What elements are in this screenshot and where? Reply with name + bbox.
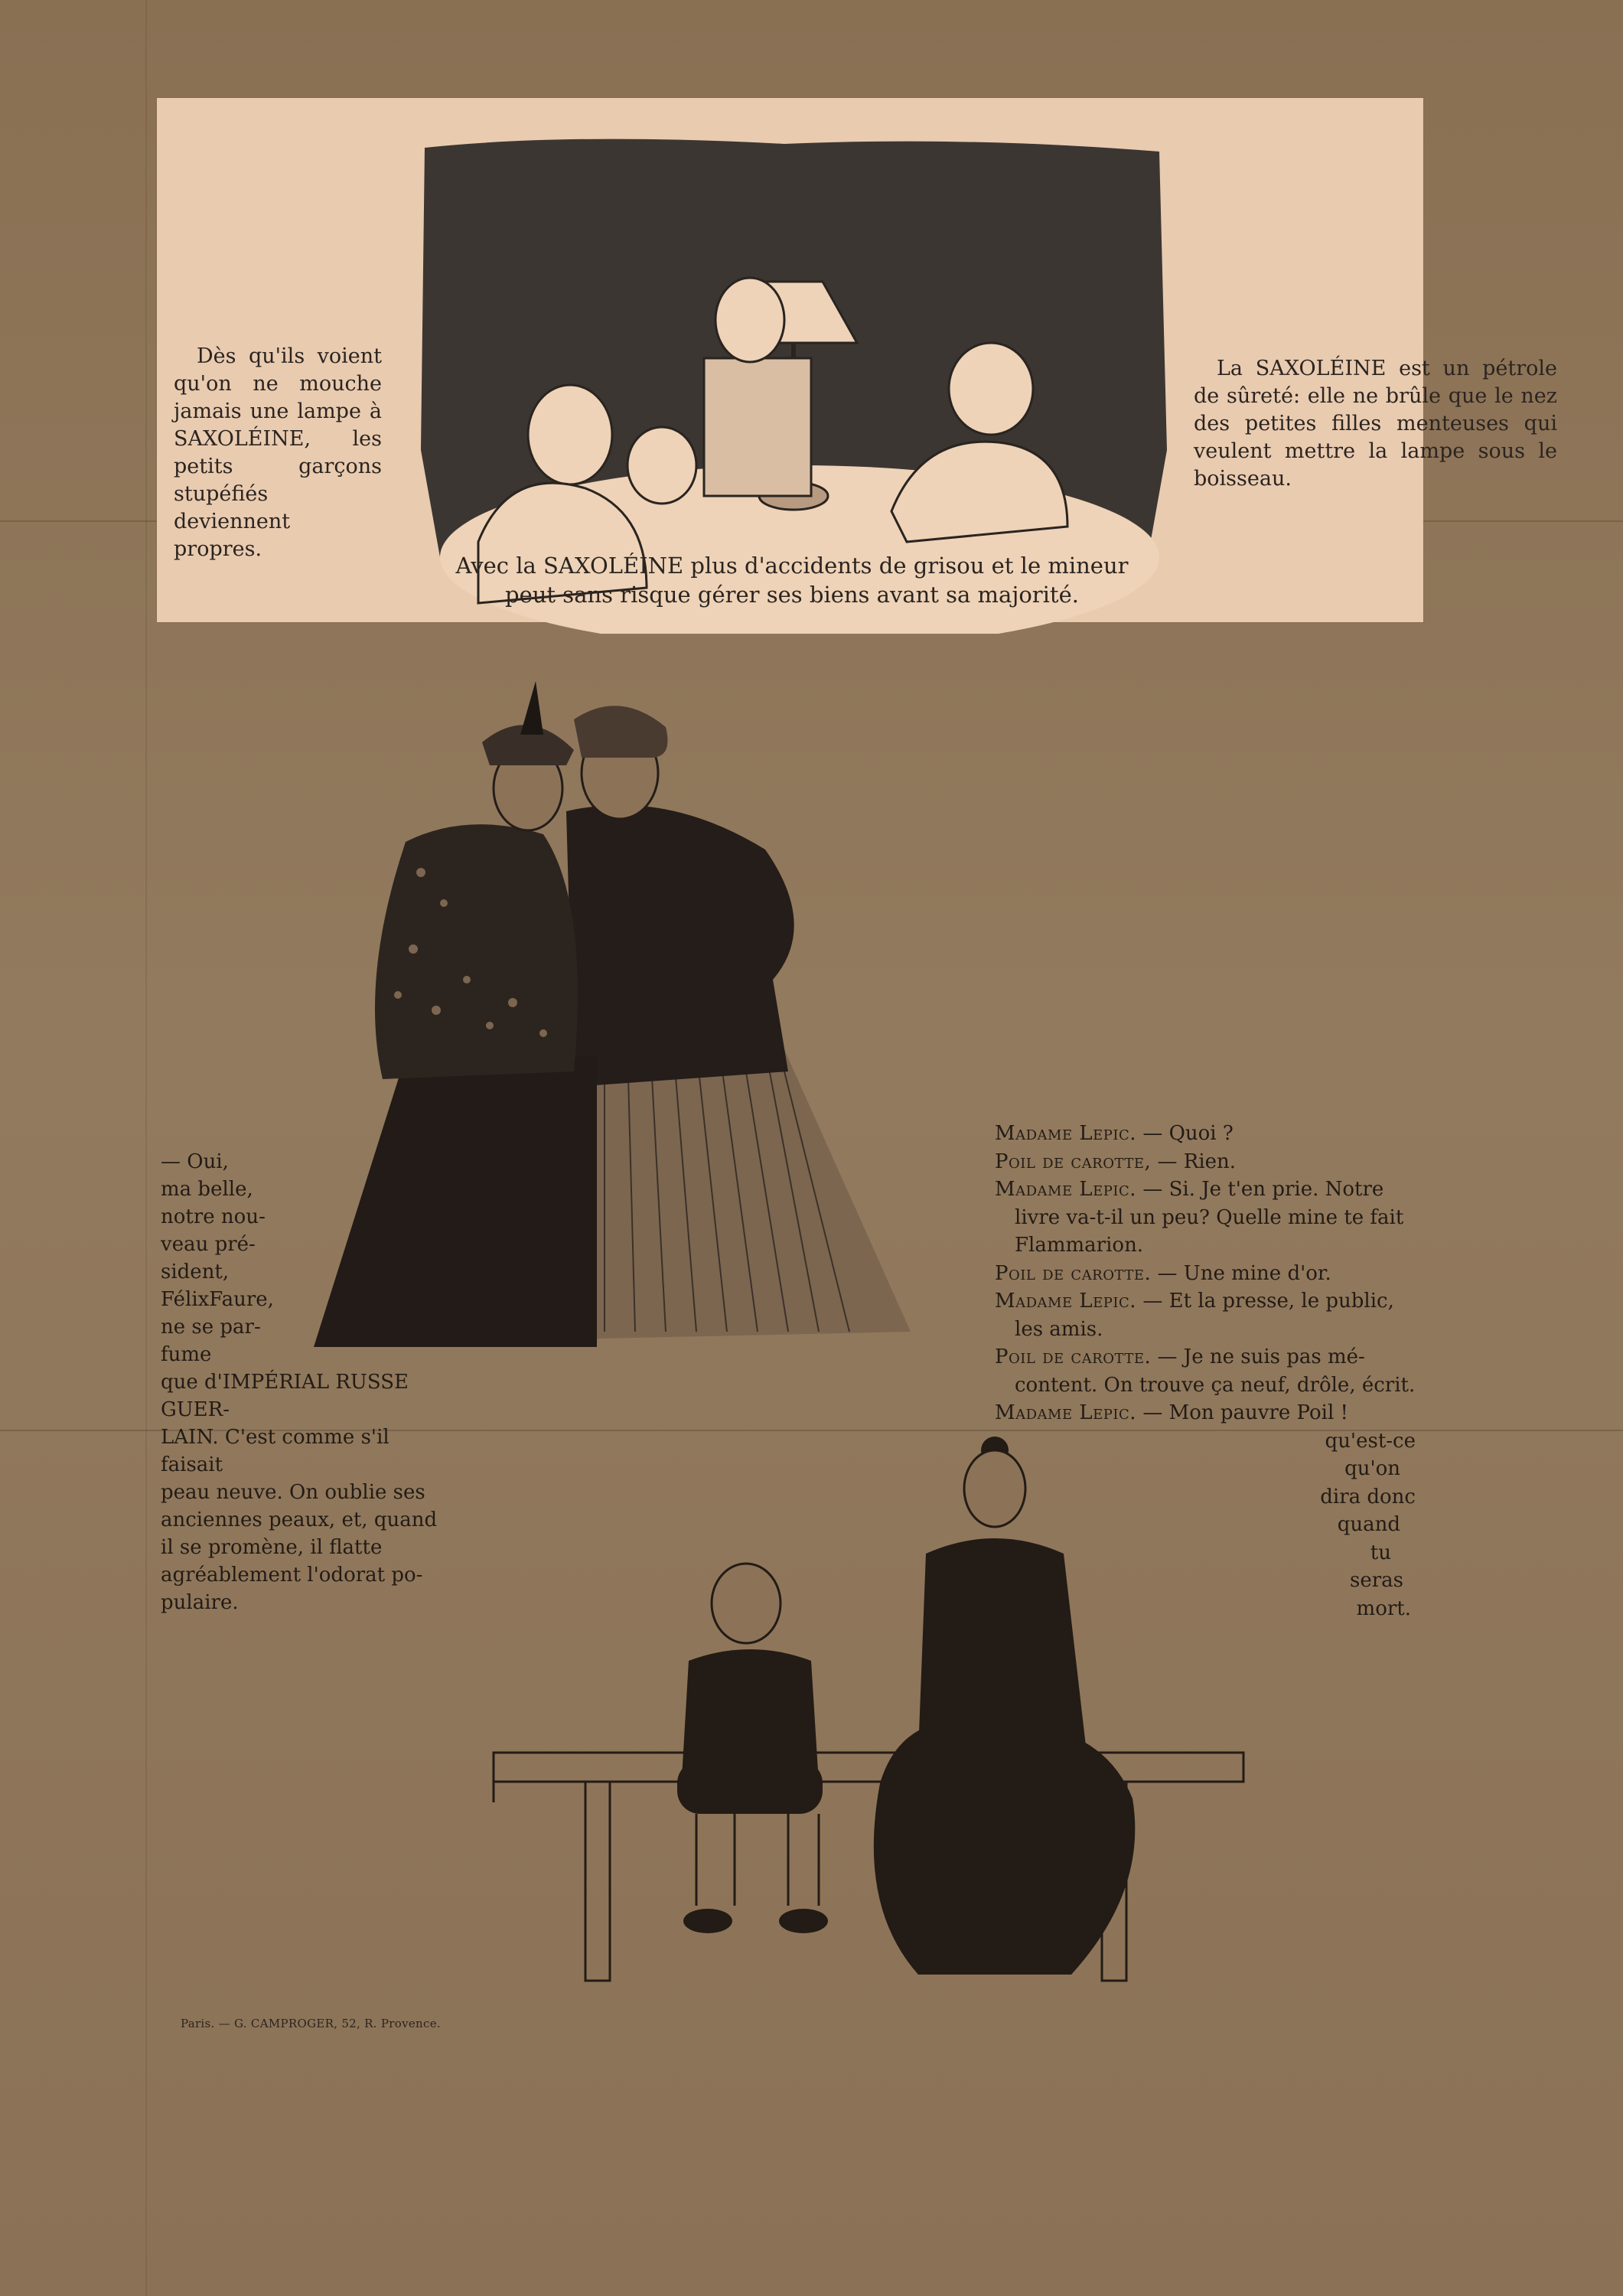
saxoleine-advertisement [157,98,1557,622]
dialogue-text: — Si. Je t'en prie. Notre [1142,1178,1384,1201]
ad-right-text: La SAXOLÉINE est un pétrole de sûreté: elle ne brûle que le nez des petites filles menteuses qui veulent mettre la lampe sous le boisseau. [1194,357,1557,491]
quote-line: ma belle, [161,1178,253,1201]
printer-imprint: Paris. — G. CAMPROGER, 52, R. Provence. [181,2017,441,2030]
speaker-name: Madame Lepic. [995,1290,1137,1313]
dialogue-line [995,1371,1416,1400]
dialogue-tail-line: seras [1349,1569,1403,1592]
quote-line: pulaire. [161,1591,239,1614]
dialogue-line [995,1120,1416,1148]
dialogue-text: livre va-t-il un peu? Quelle mine te fait [1015,1205,1404,1229]
dialogue-text: — Mon pauvre Poil ! [1142,1401,1348,1424]
dialogue-line [995,1148,1416,1176]
bench-scene-illustration [490,1431,1247,1998]
speaker-name: Poil de carotte. [995,1261,1152,1285]
speaker-name: Madame Lepic. [995,1122,1137,1145]
quote-line: il se promène, il flatte [161,1536,383,1559]
ad-left-text: Dès qu'ils voient qu'on ne mouche jamais une lampe à SAXOLÉINE, les petits garçons stupéfiés deviennent propres. [174,344,382,561]
speaker-name: Poil de carotte, [995,1150,1152,1173]
dialogue-tail-line: quand [1337,1513,1400,1536]
speaker-name: Poil de carotte. [995,1345,1152,1368]
quote-line: LAIN. C'est comme s'il faisait [161,1426,389,1476]
ad-caption: Avec la SAXOLÉINE plus d'accidents de grisou et le mineur peut sans risque gérer ses biens avant sa majorité. [455,553,1129,608]
paper-fold-left [145,0,147,2296]
perfume-quote [161,1148,442,1616]
quote-line: que d'IMPÉRIAL RUSSE GUER- [161,1371,409,1421]
dialogue-line [995,1316,1416,1344]
dialogue-text: — Une mine d'or. [1157,1261,1331,1285]
quote-line: fume [161,1343,212,1366]
dialogue-line [995,1343,1416,1371]
quote-line: peau neuve. On oublie ses [161,1481,425,1504]
dialogue-tail-line: tu [1370,1541,1391,1564]
dialogue-text: Flammarion. [1015,1234,1144,1257]
dialogue-line [995,1176,1416,1204]
quote-line: notre nou- [161,1205,266,1228]
dialogue-text: — Je ne suis pas mé- [1157,1345,1365,1368]
dialogue-line [995,1287,1416,1316]
dialogue-text: les amis. [1015,1317,1103,1341]
dialogue-line [995,1399,1416,1427]
dialogue-tail-line: mort. [1356,1596,1411,1620]
quote-line: sident, [161,1261,230,1283]
dialogue-tail-line: qu'est-ce [1325,1429,1416,1453]
quote-line: anciennes peaux, et, quand [161,1508,438,1531]
dialogue-text: content. On trouve ça neuf, drôle, écrit. [1015,1373,1416,1397]
speaker-name: Madame Lepic. [995,1178,1137,1201]
dialogue-text: — Et la presse, le public, [1142,1290,1394,1313]
quote-line: veau pré- [161,1233,256,1256]
dialogue-line [995,1204,1416,1232]
dialogue-text: — Quoi ? [1142,1122,1234,1145]
quote-line: — Oui, [161,1150,229,1173]
dialogue-tail-line: dira donc [1320,1485,1416,1508]
quote-line: FélixFaure, [161,1288,274,1311]
dialogue-text: — Rien. [1157,1150,1237,1173]
dialogue-line [995,1231,1416,1260]
dialogue-tail-line: qu'on [1344,1457,1400,1480]
quote-line: agréablement l'odorat po- [161,1564,423,1587]
dialogue-line [995,1260,1416,1288]
quote-line: ne se par- [161,1316,261,1339]
speaker-name: Madame Lepic. [995,1401,1137,1424]
